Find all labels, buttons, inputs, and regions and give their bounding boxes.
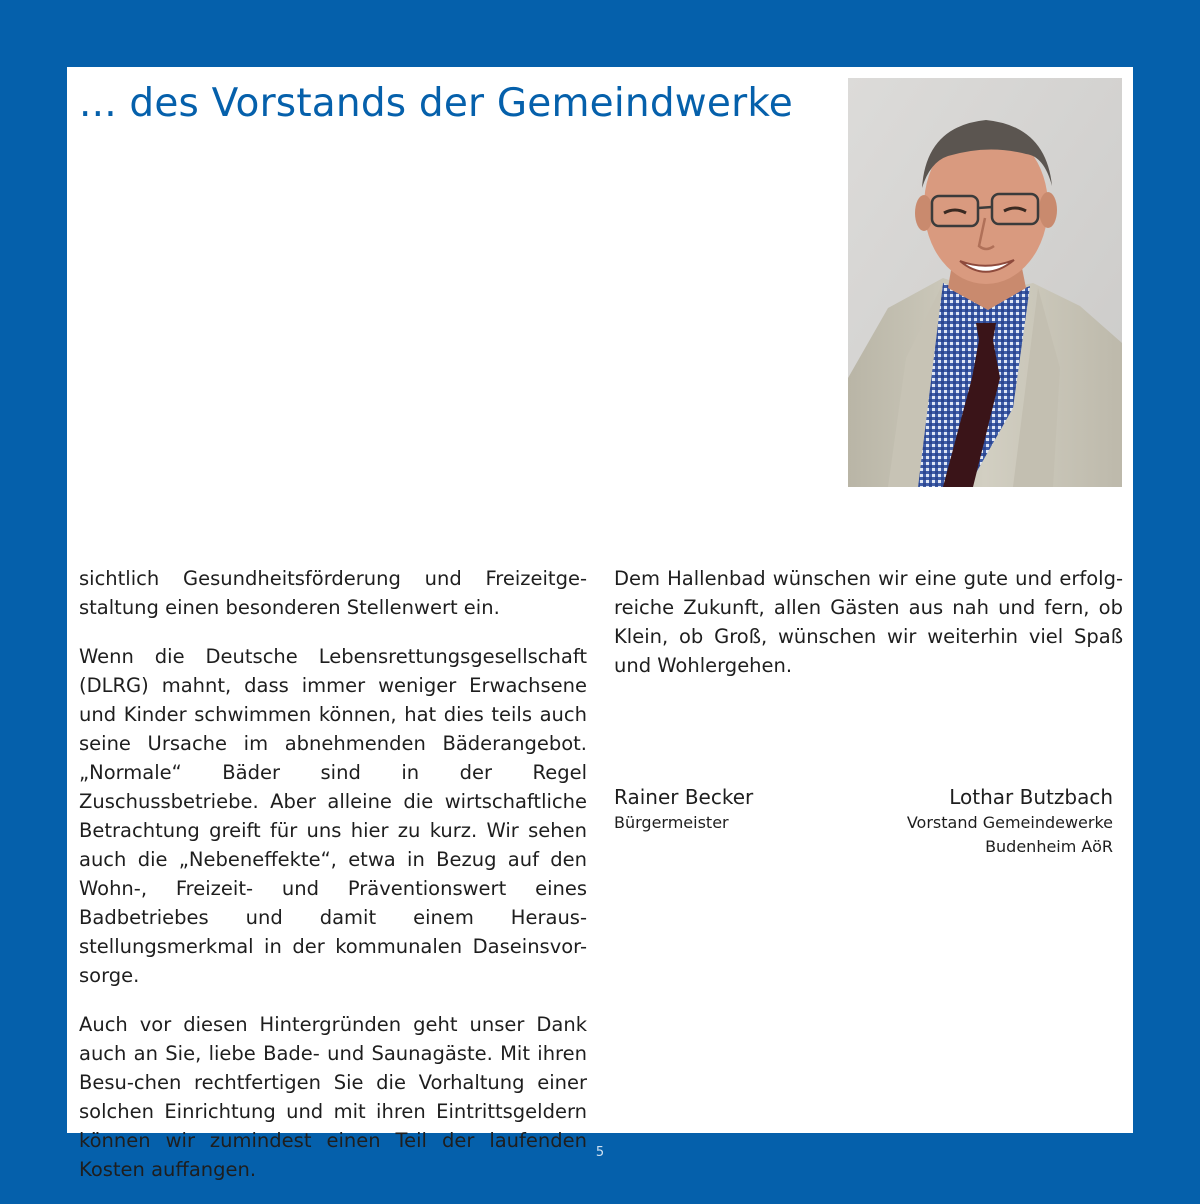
- page-title: ... des Vorstands der Gemeindwerke: [79, 81, 793, 126]
- portrait-photo: [848, 78, 1122, 487]
- signatory-name: Rainer Becker: [614, 785, 754, 809]
- signature-right: [907, 783, 1113, 859]
- page-number: 5: [595, 1145, 605, 1160]
- signature-left: [614, 783, 753, 835]
- page: [67, 67, 1133, 1181]
- signatory-organization: Budenheim AöR: [985, 837, 1113, 856]
- signatory-name: Lothar Butzbach: [949, 785, 1113, 809]
- portrait-illustration: [848, 78, 1122, 487]
- signatory-role: Vorstand Gemeindewerke: [906, 813, 1113, 832]
- paragraph: sichtlich Gesundheitsförderung und Freizeitge-staltung einen besonderen Stellenwert ein.: [79, 567, 587, 619]
- paragraph: Wenn die Deutsche Lebensrettungsgesellschaft (DLRG) mahnt, dass immer weniger Erwachsene und Kinder schwimmen können, hat dies teils auch seine Ursache im abnehmenden Bäderangebot. „Normale“ Bäder sind in der Regel Zuschussbetriebe. Aber alleine die wirtschaftliche Betrachtung greift für uns hier zu kurz. Wir sehen auch die „Nebeneffekte“, etwa in Bezug auf den Wohn-, Freizeit- und Präventionswert eines Badbetriebes und damit einem Heraus-stellungsmerkmal in der kommunalen Daseinsvor-sorge.: [79, 645, 587, 987]
- left-text-column: [79, 564, 587, 1204]
- paragraph: Auch vor diesen Hintergründen geht unser Dank auch an Sie, liebe Bade- und Saunagäste. Mit ihren Besu-chen rechtfertigen Sie die Vorhaltung einer solchen Einrichtung und mit ihren Eintrittsgeldern können wir zumindest einen Teil der laufenden Kosten auffangen.: [79, 1013, 587, 1181]
- signatory-role: Bürgermeister: [614, 813, 729, 832]
- paragraph: Dem Hallenbad wünschen wir eine gute und erfolg-reiche Zukunft, allen Gästen aus nah und fern, ob Klein, ob Groß, wünschen wir weiterhin viel Spaß und Wohlergehen.: [614, 567, 1123, 677]
- right-text-column: [614, 564, 1123, 700]
